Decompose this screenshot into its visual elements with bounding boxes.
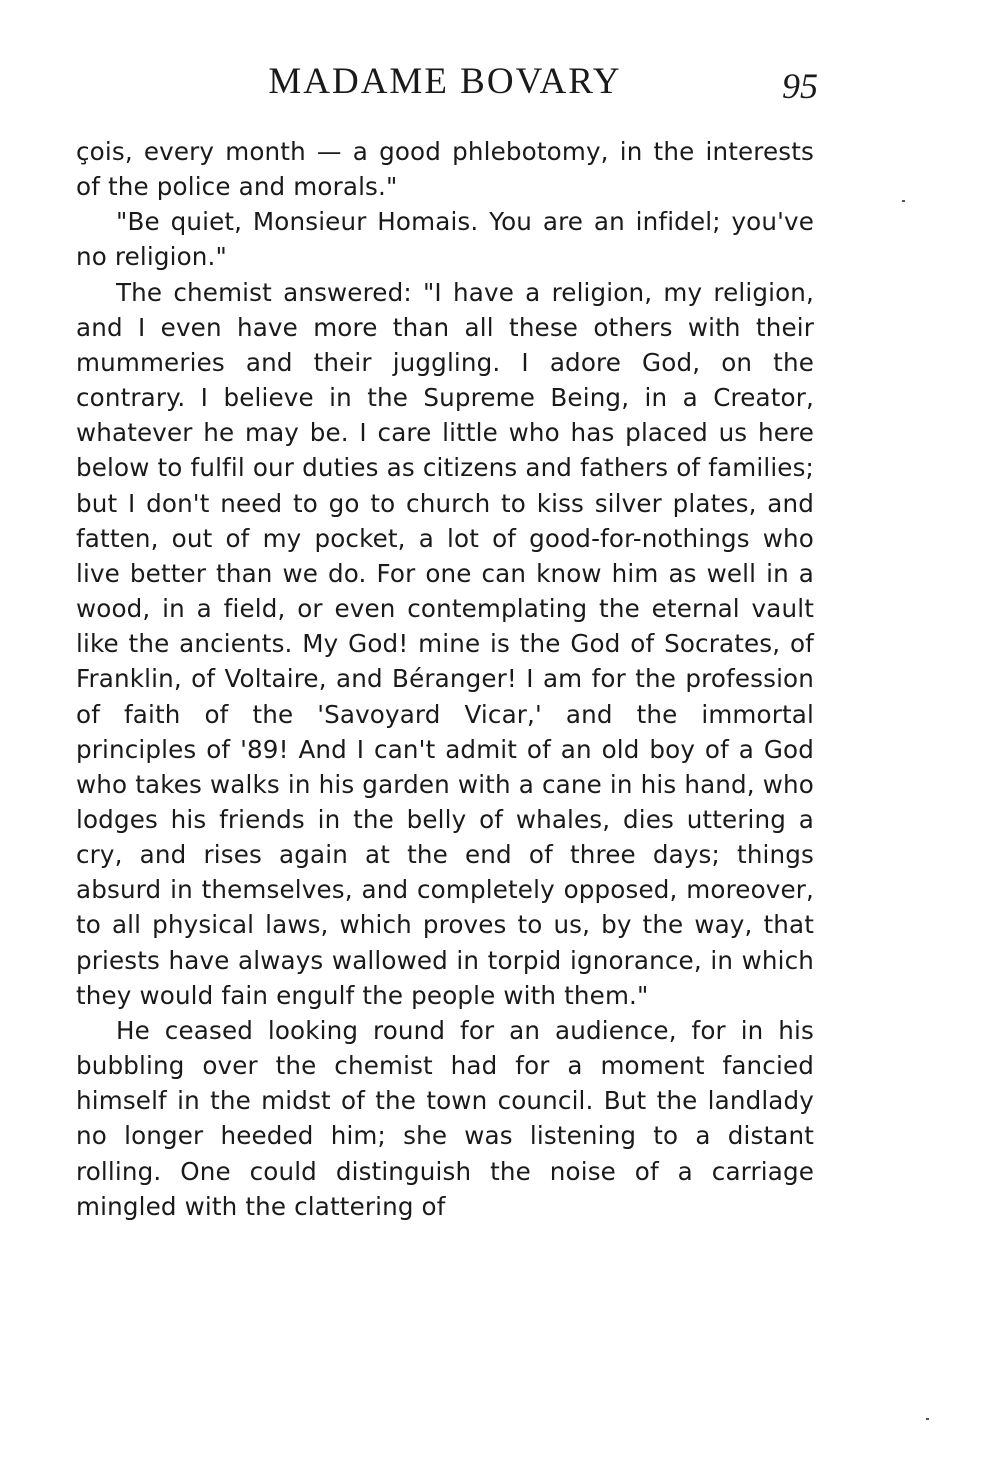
paragraph: "Be quiet, Monsieur Homais. You are an infidel; you've no religion." [76, 207, 814, 272]
running-head [76, 60, 818, 112]
paragraph: He ceased looking round for an audience, for in his bubbling over the chemist had for a moment fancied himself in the midst of the town council. But the landlady no longer heeded him; she was listening to a distant rolling. One could distinguish the noise of a carriage mingled with the clattering of [76, 1015, 814, 1221]
body-text [76, 134, 814, 1224]
paragraph-continuation: çois, every month — a good phlebotomy, in the interests of the police and morals." [76, 137, 814, 202]
paragraph: The chemist answered: "I have a religion, my religion, and I even have more than all these others with their mummeries and their juggling. I adore God, on the contrary. I believe in the Supreme Being, in a Creator, whatever he may be. I care little who has placed us here below to fulfil our duties as citizens and fathers of families; but I don't need to go to church to kiss silver plates, and fatten, out of my pocket, a lot of good-for-nothings who live better than we do. For one can know him as well in a wood, in a field, or even contemplating the eternal vault like the ancients. My God! mine is the God of Socrates, of Franklin, of Voltaire, and Béranger! I am for the profession of faith of the 'Savoyard Vicar,' and the immortal principles of '89! And I can't admit of an old boy of a God who takes walks in his garden with a cane in his hand, who lodges his friends in the belly of whales, dies uttering a cry, and rises again at the end of three days; things absurd in themselves, and completely opposed, moreover, to all physical laws, which proves to us, by the way, that priests have always wallowed in torpid ignorance, in which they would fain engulf the people with them." [76, 277, 814, 1010]
scan-speck [926, 1418, 929, 1420]
book-page [76, 60, 818, 1224]
page-number: 95 [782, 66, 818, 106]
scan-speck [902, 200, 905, 202]
running-title: MADAME BOVARY [268, 61, 622, 102]
